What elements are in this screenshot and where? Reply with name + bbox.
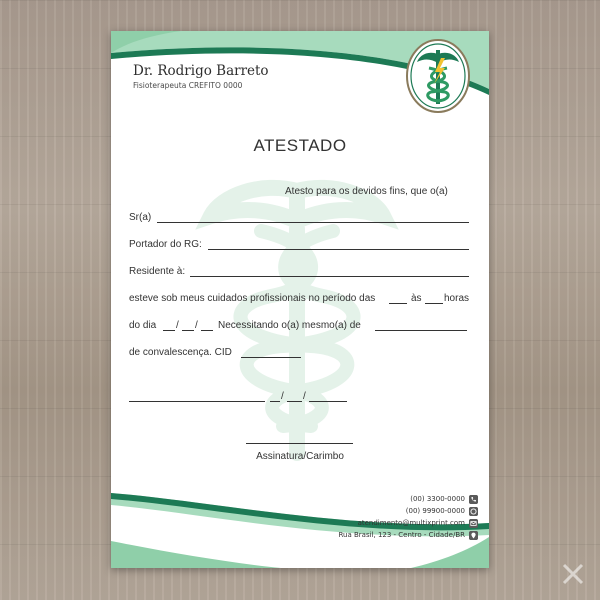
- cid-line: [241, 357, 301, 358]
- doctor-name: Dr. Rodrigo Barreto: [133, 63, 269, 79]
- residente-field-line: [190, 276, 469, 277]
- contact-email: atendimento@multixprint.com: [357, 519, 465, 527]
- intro-text: Atesto para os devidos fins, que o(a): [285, 186, 448, 197]
- as-text: às: [411, 293, 422, 304]
- sign-dia-line: [270, 401, 280, 402]
- necessitando-text: Necessitando o(a) mesmo(a) de: [218, 320, 361, 331]
- sr-field-line: [157, 222, 469, 223]
- signature-label: Assinatura/Carimbo: [256, 451, 344, 462]
- doctor-registration: Fisioterapeuta CREFITO 0000: [133, 81, 243, 90]
- contact-phone: (00) 3300-0000: [410, 495, 465, 503]
- sign-date-slash-1: /: [281, 391, 284, 402]
- hora-inicio-line: [389, 303, 407, 304]
- location-pin-icon: [469, 531, 478, 540]
- convalescenca-label: de convalescença. CID: [129, 347, 232, 358]
- dia-line: [163, 330, 175, 331]
- dia-label: do dia: [129, 320, 157, 331]
- rg-field-line: [208, 249, 469, 250]
- periodo-text: esteve sob meus cuidados profissionais no período das: [129, 293, 376, 304]
- signature-line: [246, 443, 353, 444]
- sign-ano-line: [309, 401, 347, 402]
- residente-label: Residente à:: [129, 266, 186, 277]
- phone-icon: [469, 495, 478, 504]
- contact-address: Rua Brasil, 123 - Centro - Cidade/BR: [338, 531, 465, 539]
- rg-label: Portador do RG:: [129, 239, 202, 250]
- ano-line: [201, 330, 213, 331]
- sign-mes-line: [287, 401, 302, 402]
- whatsapp-icon: [469, 507, 478, 516]
- close-icon: [561, 562, 585, 586]
- medical-certificate-sheet: [111, 31, 489, 568]
- sr-label: Sr(a): [129, 212, 152, 223]
- local-line: [129, 401, 265, 402]
- dias-line: [375, 330, 467, 331]
- hora-fim-line: [425, 303, 443, 304]
- contact-whatsapp: (00) 99900-0000: [405, 507, 465, 515]
- email-icon: [469, 519, 478, 528]
- date-slash-1: /: [176, 320, 179, 331]
- mes-line: [182, 330, 194, 331]
- horas-text: horas: [444, 293, 470, 304]
- sign-date-slash-2: /: [303, 391, 306, 402]
- caduceus-icon: [405, 38, 471, 114]
- date-slash-2: /: [195, 320, 198, 331]
- document-title: ATESTADO: [253, 136, 347, 155]
